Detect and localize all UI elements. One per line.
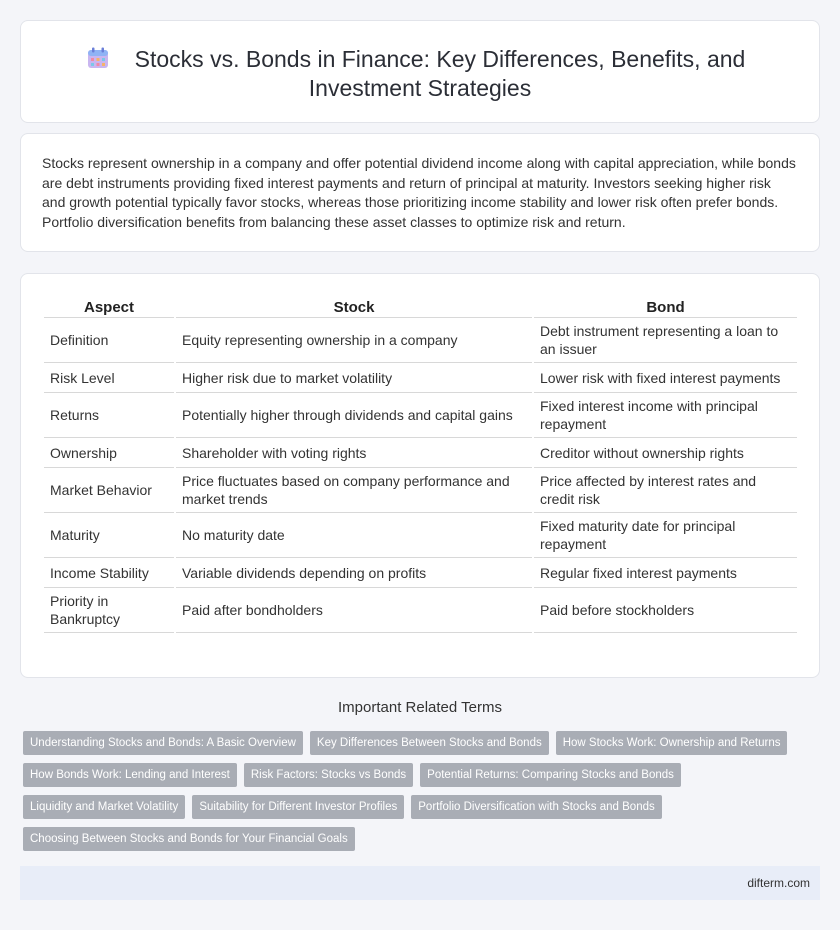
cell-bond: Price affected by interest rates and credit risk xyxy=(534,468,797,513)
related-term-link[interactable]: Potential Returns: Comparing Stocks and Bonds xyxy=(420,763,681,787)
table-row xyxy=(44,558,797,588)
cell-bond: Creditor without ownership rights xyxy=(534,438,797,468)
related-term-link[interactable]: Liquidity and Market Volatility xyxy=(23,795,185,819)
cell-stock: Price fluctuates based on company performance and market trends xyxy=(176,468,532,513)
cell-aspect: Market Behavior xyxy=(44,468,174,513)
cell-aspect: Ownership xyxy=(44,438,174,468)
table-row xyxy=(44,588,797,633)
cell-stock: No maturity date xyxy=(176,513,532,558)
related-term-link[interactable]: How Stocks Work: Ownership and Returns xyxy=(556,731,788,755)
related-term-link[interactable]: Understanding Stocks and Bonds: A Basic Overview xyxy=(23,731,303,755)
footer-bar xyxy=(20,866,820,900)
cell-stock: Shareholder with voting rights xyxy=(176,438,532,468)
header-bond: Bond xyxy=(534,294,797,318)
table-row xyxy=(44,513,797,558)
comparison-table xyxy=(42,294,799,633)
comparison-card xyxy=(20,273,820,678)
title-line-1: Stocks vs. Bonds in Finance: Key Differences, Benefits, and xyxy=(134,46,746,72)
cell-aspect: Risk Level xyxy=(44,363,174,393)
table-row xyxy=(44,393,797,438)
title-line-2: Investment Strategies xyxy=(308,75,532,101)
cell-aspect: Maturity xyxy=(44,513,174,558)
table-row xyxy=(44,363,797,393)
cell-bond: Fixed interest income with principal repayment xyxy=(534,393,797,438)
related-term-link[interactable]: Risk Factors: Stocks vs Bonds xyxy=(244,763,413,787)
table-row xyxy=(44,468,797,513)
related-term-link[interactable]: How Bonds Work: Lending and Interest xyxy=(23,763,237,787)
table-row xyxy=(44,438,797,468)
related-term-link[interactable]: Choosing Between Stocks and Bonds for Your Financial Goals xyxy=(23,827,355,851)
intro-paragraph: Stocks represent ownership in a company and offer potential dividend income along with capital appreciation, while bonds are debt instruments providing fixed interest payments and return of principal at maturity. Investors seeking higher risk and growth potential typically favor stocks, whereas those prioritizing income stability and lower risk often prefer bonds. Portfolio diversification benefits from balancing these asset classes to optimize risk and return. xyxy=(42,155,796,230)
cell-aspect: Priority in Bankruptcy xyxy=(44,588,174,633)
footer-site-link[interactable]: difterm.com xyxy=(747,876,810,890)
cell-aspect: Income Stability xyxy=(44,558,174,588)
cell-bond: Lower risk with fixed interest payments xyxy=(534,363,797,393)
page-title xyxy=(21,45,819,103)
cell-bond: Debt instrument representing a loan to an issuer xyxy=(534,318,797,363)
cell-stock: Equity representing ownership in a company xyxy=(176,318,532,363)
intro-card xyxy=(20,133,820,252)
table-header-row xyxy=(44,294,797,318)
cell-bond: Paid before stockholders xyxy=(534,588,797,633)
cell-stock: Higher risk due to market volatility xyxy=(176,363,532,393)
header-card xyxy=(20,20,820,123)
related-term-link[interactable]: Suitability for Different Investor Profiles xyxy=(192,795,404,819)
related-term-link[interactable]: Portfolio Diversification with Stocks and Bonds xyxy=(411,795,662,819)
cell-stock: Variable dividends depending on profits xyxy=(176,558,532,588)
cell-bond: Fixed maturity date for principal repayment xyxy=(534,513,797,558)
cell-aspect: Returns xyxy=(44,393,174,438)
header-stock: Stock xyxy=(176,294,532,318)
cell-bond: Regular fixed interest payments xyxy=(534,558,797,588)
related-terms-list xyxy=(23,731,823,851)
related-terms-heading: Important Related Terms xyxy=(338,699,502,716)
cell-stock: Paid after bondholders xyxy=(176,588,532,633)
header-aspect: Aspect xyxy=(44,294,174,318)
table-row xyxy=(44,318,797,363)
related-term-link[interactable]: Key Differences Between Stocks and Bonds xyxy=(310,731,549,755)
cell-aspect: Definition xyxy=(44,318,174,363)
cell-stock: Potentially higher through dividends and capital gains xyxy=(176,393,532,438)
